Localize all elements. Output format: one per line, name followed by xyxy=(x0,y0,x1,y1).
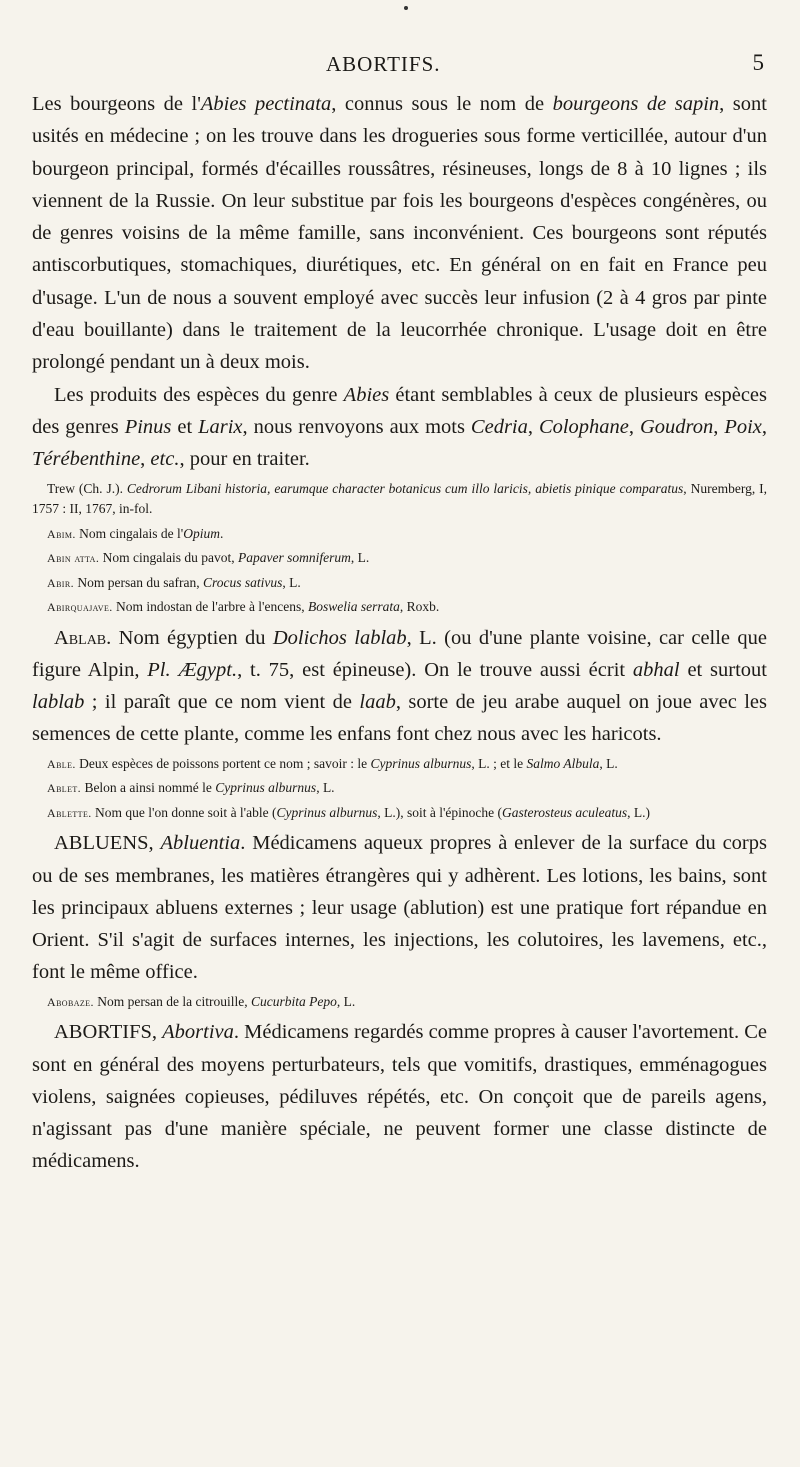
text-segment: et surtout xyxy=(679,658,767,681)
italic-term: Pinus xyxy=(124,415,172,438)
italic-term: Cyprinus alburnus xyxy=(276,804,378,820)
text-segment: Les produits des espèces du genre xyxy=(54,383,344,406)
italic-term: Cyprinus alburnus xyxy=(370,755,472,771)
italic-term: Papaver somniferum xyxy=(237,550,351,566)
text-segment: Nom persan du safran, xyxy=(74,574,203,590)
italic-term: Colophane xyxy=(538,415,629,438)
entry-abies-references xyxy=(32,379,767,476)
bibliography-trew xyxy=(32,479,767,520)
entry-abobaze xyxy=(32,992,767,1013)
entry-ablette xyxy=(32,803,767,824)
text-segment: , xyxy=(140,448,151,471)
text-segment: , sorte de jeu arabe auquel on joue avec les semences de cette plante, comme les enfans font chez nous avec les haricots. xyxy=(32,691,767,746)
italic-term: Cedria xyxy=(470,415,528,438)
italic-term: lablab xyxy=(32,691,85,714)
text-segment: , connus sous le nom de xyxy=(331,93,553,115)
entry-abim xyxy=(32,524,767,545)
text-segment: , nous renvoyons aux mots xyxy=(242,415,471,438)
entry-abin-atta xyxy=(32,548,767,569)
text-segment: , L. xyxy=(350,550,370,566)
text-segment: , xyxy=(713,415,725,438)
text-segment: , L.) xyxy=(627,804,651,820)
text-segment: , L. ; et le xyxy=(471,755,527,771)
italic-term: Poix xyxy=(724,415,762,438)
page-body xyxy=(32,88,767,1178)
text-segment: Nom cingalais du pavot, xyxy=(99,550,238,566)
page-header xyxy=(0,50,800,80)
headword: Abim. xyxy=(47,526,76,541)
text-segment: Trew (Ch. J.). xyxy=(47,480,127,496)
text-segment: Deux espèces de poissons portent ce nom ; savoir : le xyxy=(75,755,371,771)
text-segment: Nom cingalais de l' xyxy=(75,525,184,541)
running-title: ABORTIFS. xyxy=(326,52,441,76)
text-segment: , sont usités en médecine ; on les trouve dans les drogueries sous forme verticillée, autour d'un bourgeon principal, formés d'écailles roussâtres, résineuses, longs de 8 à 10 lignes ; ils viennent de la Russie. On leur substitue par fois les bourgeons d'espèces congénères, ou de genres voisins de la même famille, sans inconvénient. Ces bourgeons sont réputés antiscorbutiques, stomachiques, diurétiques, etc. En général on en fait en France peu d'usage. L'un de nous a souvent employé avec succès leur infusion (2 à 4 gros par pinte d'eau bouillante) dans le traitement de la leucorrhée chronique. L'usage doit en être prolongé pendant un à deux mois. xyxy=(32,93,767,374)
text-segment: , xyxy=(527,415,539,438)
text-segment: , L. xyxy=(316,780,335,796)
entry-abies-continued xyxy=(32,88,767,379)
text-segment: Les bourgeons de l' xyxy=(32,93,201,115)
italic-term: Térébenthine xyxy=(32,448,141,471)
headword: ABLUENS, xyxy=(54,832,161,855)
italic-term: Pl. Ægypt. xyxy=(147,658,238,681)
text-segment: , xyxy=(761,415,768,438)
text-segment: , t. 75, est épineuse). On le trouve aussi écrit xyxy=(237,658,633,681)
headword: Ablette. xyxy=(47,805,92,820)
headword: Abirquajave. xyxy=(47,600,113,615)
headword: Abobaze. xyxy=(47,994,94,1009)
italic-term: etc. xyxy=(150,448,180,471)
italic-term: Cucurbita Pepo xyxy=(250,993,337,1009)
headword: Ablab. xyxy=(54,626,112,649)
text-segment: , L. (ou d'une plante voisine, car celle que figure Alpin, xyxy=(32,626,768,681)
italic-term: Abies pectinata xyxy=(200,93,332,115)
text-segment: Nom égyptien du xyxy=(111,626,273,649)
text-segment: . xyxy=(219,525,224,541)
italic-term: Larix xyxy=(198,415,243,438)
ink-dot xyxy=(404,6,408,10)
text-segment: , L. xyxy=(336,993,356,1009)
italic-term: Salmo Albula xyxy=(526,755,600,771)
italic-term: abhal xyxy=(632,658,680,681)
italic-term: Opium xyxy=(183,525,220,541)
headword: ABORTIFS, xyxy=(54,1021,163,1044)
entry-abir xyxy=(32,573,767,594)
italic-term: Cedrorum Libani historia, earumque character botanicus cum illo laricis, abietis pinique comparatus xyxy=(126,480,684,496)
text-segment: Nom que l'on donne soit à l'able ( xyxy=(91,804,277,820)
text-segment: , L. xyxy=(282,574,301,590)
text-segment: ; il paraît que ce nom vient de xyxy=(84,691,360,714)
italic-term: Abluentia xyxy=(160,832,241,855)
text-segment: , Nuremberg, I, 1757 : II, 1767, in-fol. xyxy=(32,480,767,517)
entry-able xyxy=(32,754,767,775)
headword: Abir. xyxy=(47,575,75,590)
entry-ablab xyxy=(32,622,767,751)
text-segment: Nom indostan de l'arbre à l'encens, xyxy=(112,599,308,615)
italic-term: laab xyxy=(359,691,396,714)
text-segment: , pour en traiter. xyxy=(179,448,310,471)
italic-term: Dolichos lablab xyxy=(272,626,407,649)
headword: Ablet. xyxy=(47,781,82,796)
page-number: 5 xyxy=(752,50,764,75)
italic-term: bourgeons de sapin xyxy=(552,93,720,115)
entry-abortifs xyxy=(32,1016,767,1177)
entry-ablet xyxy=(32,778,767,799)
entry-abirquajave xyxy=(32,597,767,618)
italic-term: Goudron xyxy=(639,415,714,438)
italic-term: Boswelia serrata xyxy=(307,599,400,615)
headword: Able. xyxy=(47,756,76,771)
text-segment: . Médicamens aqueux propres à enlever de la surface du corps ou de ses membranes, les matières étrangères qui y adhèrent. Les lotions, les bains, sont les principaux abluens externes ; leur usage (ablution) est une pratique fort répandue en Orient. S'il s'agit de surfaces internes, les injections, les colutoires, les lavemens, etc., font le même office. xyxy=(32,832,767,984)
text-segment: . Médicamens regardés comme propres à causer l'avortement. Ce sont en général des moyens perturbateurs, tels que vomitifs, drastiques, emménagogues violens, saignées copieuses, pédiluves répétés, etc. On conçoit que de pareils agens, n'agissant pas d'une manière spéciale, ne peuvent former une classe distincte de médicamens. xyxy=(32,1021,767,1173)
italic-term: Crocus sativus xyxy=(202,574,283,590)
text-segment: et xyxy=(171,415,199,438)
text-segment: étant semblables à ceux de plusieurs espèces des genres xyxy=(32,383,767,438)
text-segment: , Roxb. xyxy=(399,599,440,615)
text-segment: , xyxy=(628,415,640,438)
text-segment: Nom persan de la citrouille, xyxy=(93,993,251,1009)
text-segment: , L. xyxy=(599,755,618,771)
italic-term: Gasterosteus aculeatus xyxy=(502,804,628,820)
italic-term: Abies xyxy=(343,383,390,406)
text-segment: , L.), soit à l'épinoche ( xyxy=(377,804,503,820)
italic-term: Abortiva xyxy=(162,1021,234,1044)
italic-term: Cyprinus alburnus xyxy=(215,780,317,796)
text-segment: Belon a ainsi nommé le xyxy=(81,780,216,796)
headword: Abin atta. xyxy=(47,551,100,566)
entry-abluens xyxy=(32,827,767,988)
